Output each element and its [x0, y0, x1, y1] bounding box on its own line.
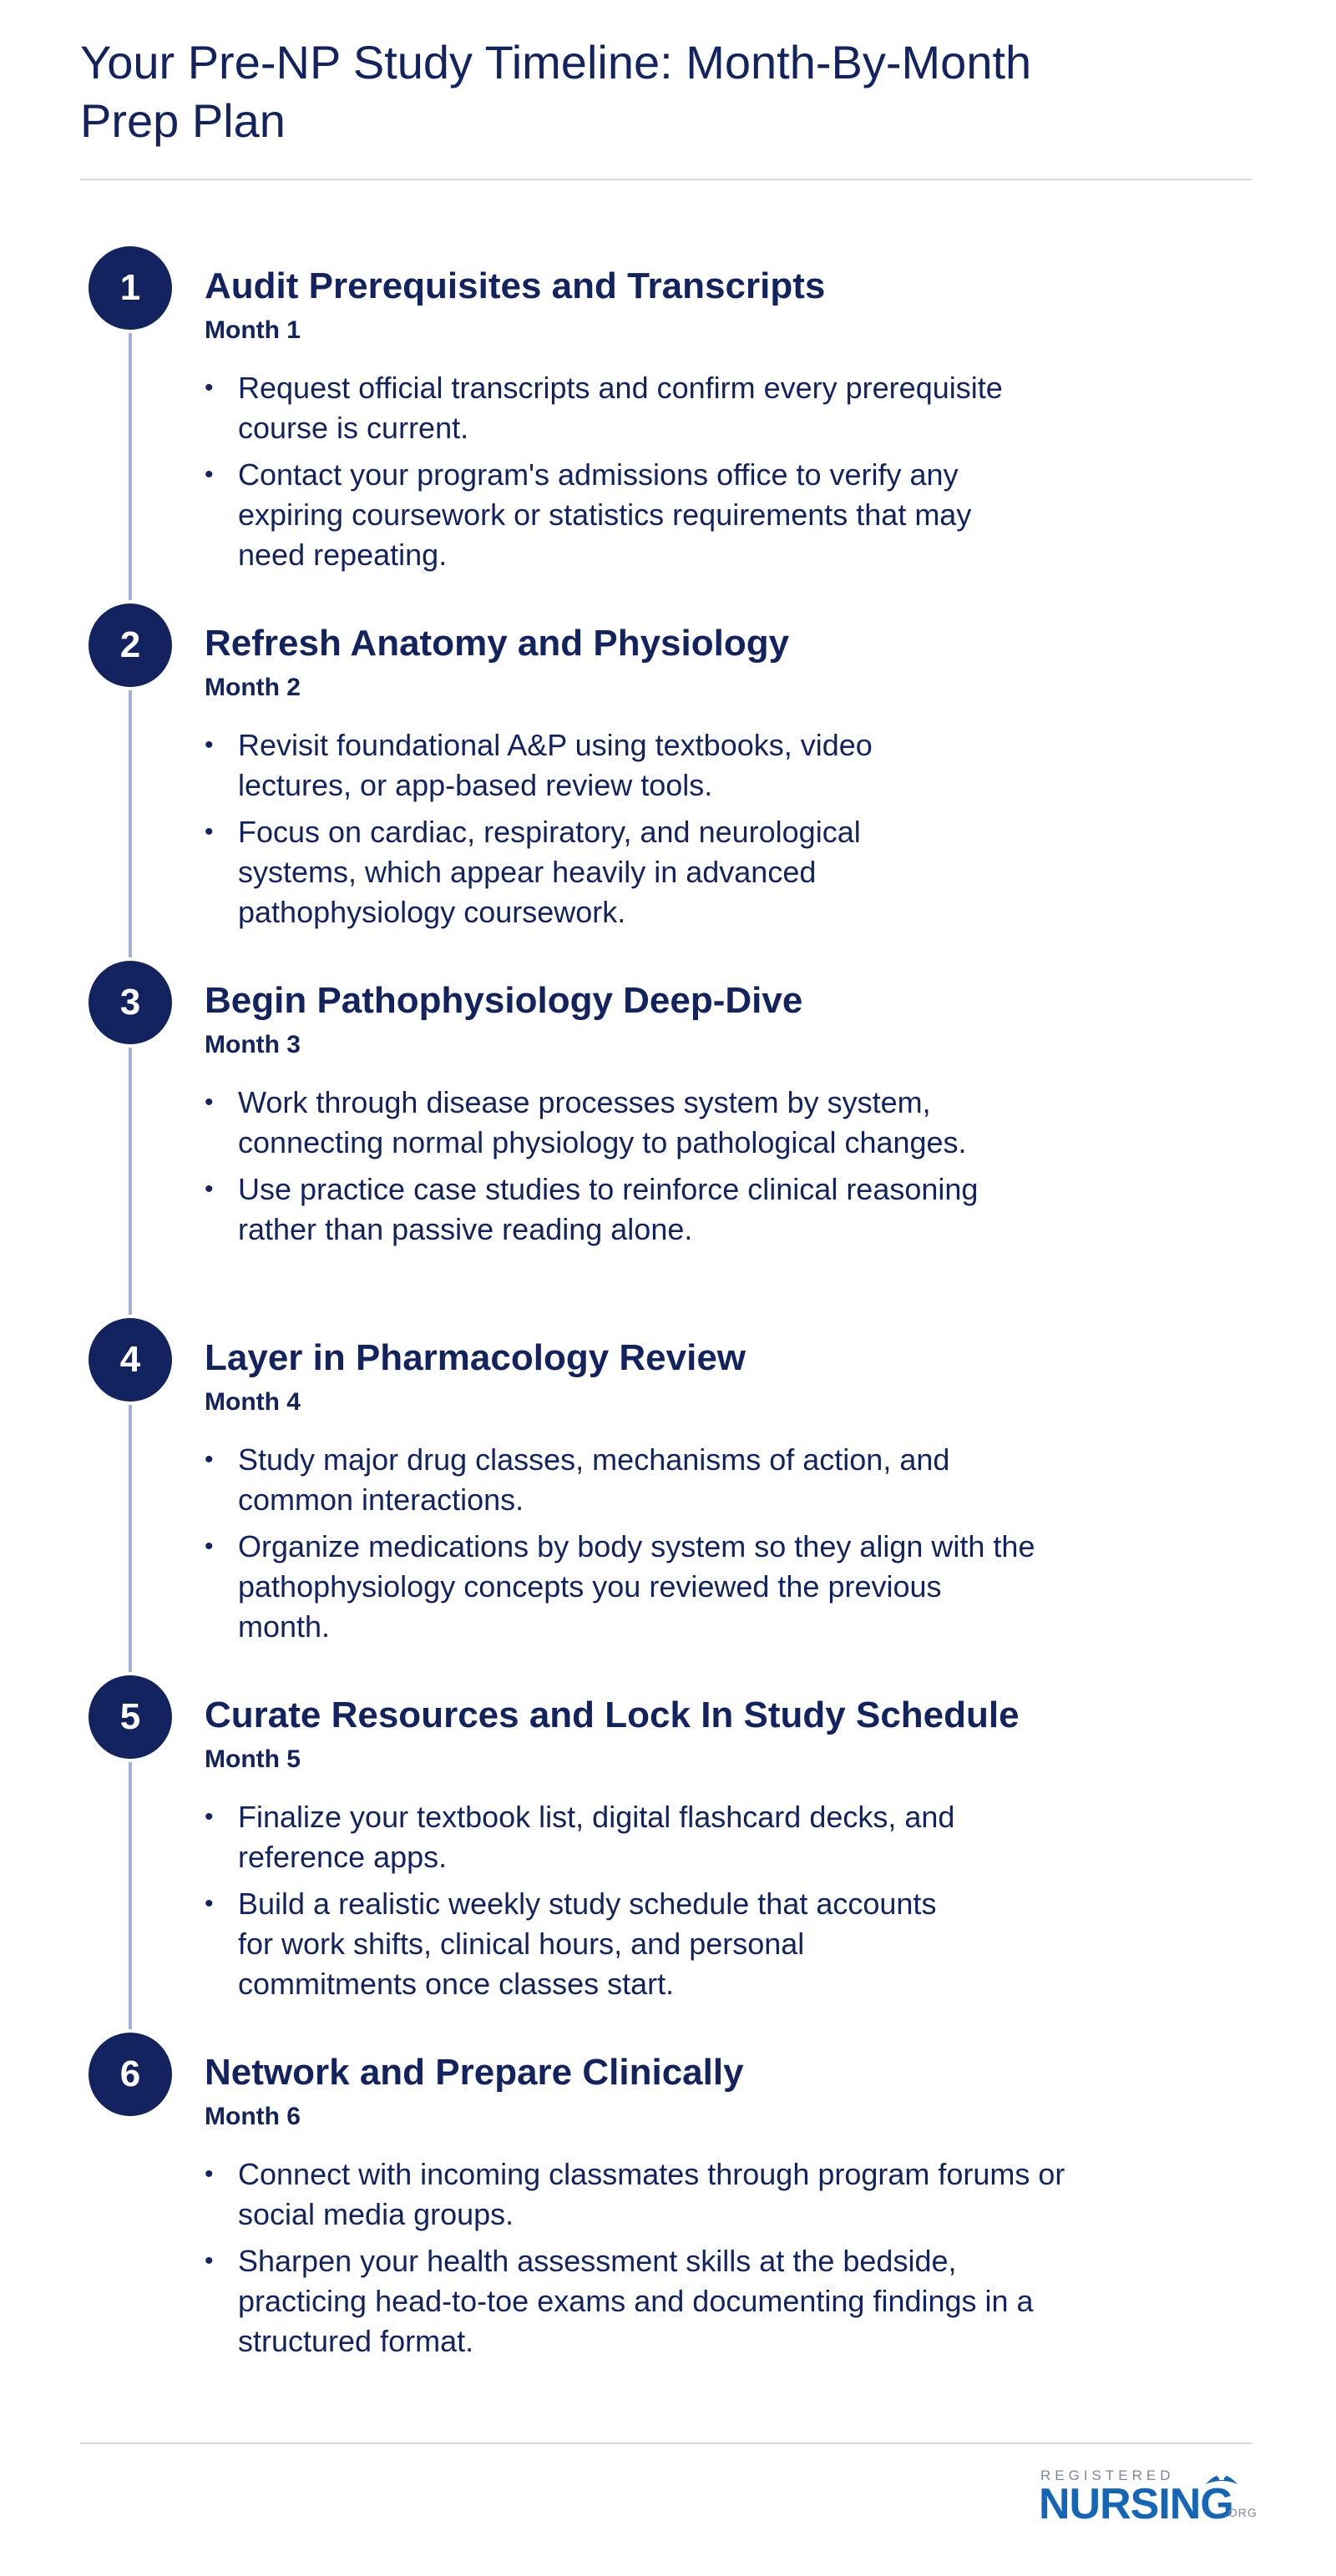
registered-nursing-logo — [1039, 2467, 1256, 2534]
step-bullet-list — [205, 1797, 973, 2011]
bullet-icon: • — [205, 731, 214, 759]
footer-divider — [80, 2442, 1252, 2444]
step-number-badge: 4 — [89, 1318, 172, 1402]
step-month-label: Month 1 — [205, 316, 301, 344]
step-title: Begin Pathophysiology Deep-Dive — [205, 980, 803, 1021]
bullet-text: Organize medications by body system so they align with the pathophysiology concepts you reviewed the previous month. — [238, 1529, 1035, 1644]
step-title: Audit Prerequisites and Transcripts — [205, 265, 826, 306]
list-item — [205, 368, 1040, 448]
bullet-icon: • — [205, 461, 214, 488]
bullet-icon: • — [205, 1533, 214, 1560]
logo-registered-text: REGISTERED — [1040, 2467, 1175, 2483]
bullet-icon: • — [205, 374, 214, 402]
step-number-badge: 2 — [89, 604, 172, 687]
step-number-badge: 6 — [89, 2033, 172, 2116]
logo-org-text: .ORG — [1224, 2506, 1258, 2519]
bullet-text: Connect with incoming classmates through program forums or social media groups. — [238, 2157, 1065, 2231]
step-bullet-list — [205, 368, 1040, 582]
list-item — [205, 1169, 1040, 1250]
bullet-text: Request official transcripts and confirm every prerequisite course is current. — [238, 371, 1003, 445]
bullet-text: Finalize your textbook list, digital flashcard decks, and reference apps. — [238, 1800, 955, 1874]
list-item — [205, 1440, 1040, 1520]
bullet-text: Build a realistic weekly study schedule that accounts for work shifts, clinical hours, and personal commitments once classes start. — [238, 1887, 937, 2001]
logo-nursing-text: NURSING — [1039, 2480, 1233, 2528]
list-item — [205, 455, 1040, 575]
list-item — [205, 2154, 1081, 2235]
bullet-text: Study major drug classes, mechanisms of action, and common interactions. — [238, 1442, 950, 1517]
page-title: Your Pre-NP Study Timeline: Month-By-Month Prep Plan — [80, 36, 1032, 147]
bullet-icon: • — [205, 1803, 214, 1831]
step-month-label: Month 2 — [205, 674, 301, 701]
bullet-icon: • — [205, 1446, 214, 1473]
bullet-icon: • — [205, 818, 214, 846]
step-number-badge: 1 — [89, 246, 172, 330]
bullet-icon: • — [205, 1890, 214, 1917]
bullet-text: Work through disease processes system by system, connecting normal physiology to pathological changes. — [238, 1085, 967, 1159]
step-number-badge: 3 — [89, 961, 172, 1044]
bullet-text: Revisit foundational A&P using textbooks, video lectures, or app-based review tools. — [238, 728, 873, 802]
bullet-text: Contact your program's admissions office to verify any expiring coursework or statistics requirements that may need repeating. — [238, 457, 972, 572]
list-item — [205, 2241, 1081, 2361]
bullet-text: Use practice case studies to reinforce clinical reasoning rather than passive reading alone. — [238, 1172, 979, 1246]
step-month-label: Month 6 — [205, 2103, 301, 2130]
step-title: Curate Resources and Lock In Study Schedule — [205, 1695, 1020, 1735]
step-title: Network and Prepare Clinically — [205, 2052, 744, 2093]
step-bullet-list — [205, 725, 939, 939]
timeline-connector-line — [129, 284, 132, 2070]
step-title: Layer in Pharmacology Review — [205, 1337, 746, 1378]
list-item — [205, 1527, 1040, 1647]
step-month-label: Month 3 — [205, 1031, 301, 1058]
bullet-icon: • — [205, 2160, 214, 2188]
step-title: Refresh Anatomy and Physiology — [205, 623, 790, 664]
bullet-text: Focus on cardiac, respiratory, and neurological systems, which appear heavily in advanced pathophysiology coursework. — [238, 815, 861, 929]
list-item — [205, 1083, 1040, 1163]
list-item — [205, 1884, 973, 2004]
list-item — [205, 812, 939, 932]
step-month-label: Month 4 — [205, 1388, 301, 1416]
bullet-icon: • — [205, 1175, 214, 1203]
bullet-text: Sharpen your health assessment skills at the bedside, practicing head-to-toe exams and documenting findings in a structured format. — [238, 2244, 1034, 2358]
step-number-badge: 5 — [89, 1675, 172, 1759]
list-item — [205, 1797, 973, 1877]
header-divider — [80, 179, 1252, 180]
step-bullet-list — [205, 1083, 1040, 1256]
step-month-label: Month 5 — [205, 1745, 301, 1773]
bullet-icon: • — [205, 2247, 214, 2275]
step-bullet-list — [205, 1440, 1040, 1654]
step-bullet-list — [205, 2154, 1081, 2368]
list-item — [205, 725, 939, 806]
bullet-icon: • — [205, 1088, 214, 1116]
